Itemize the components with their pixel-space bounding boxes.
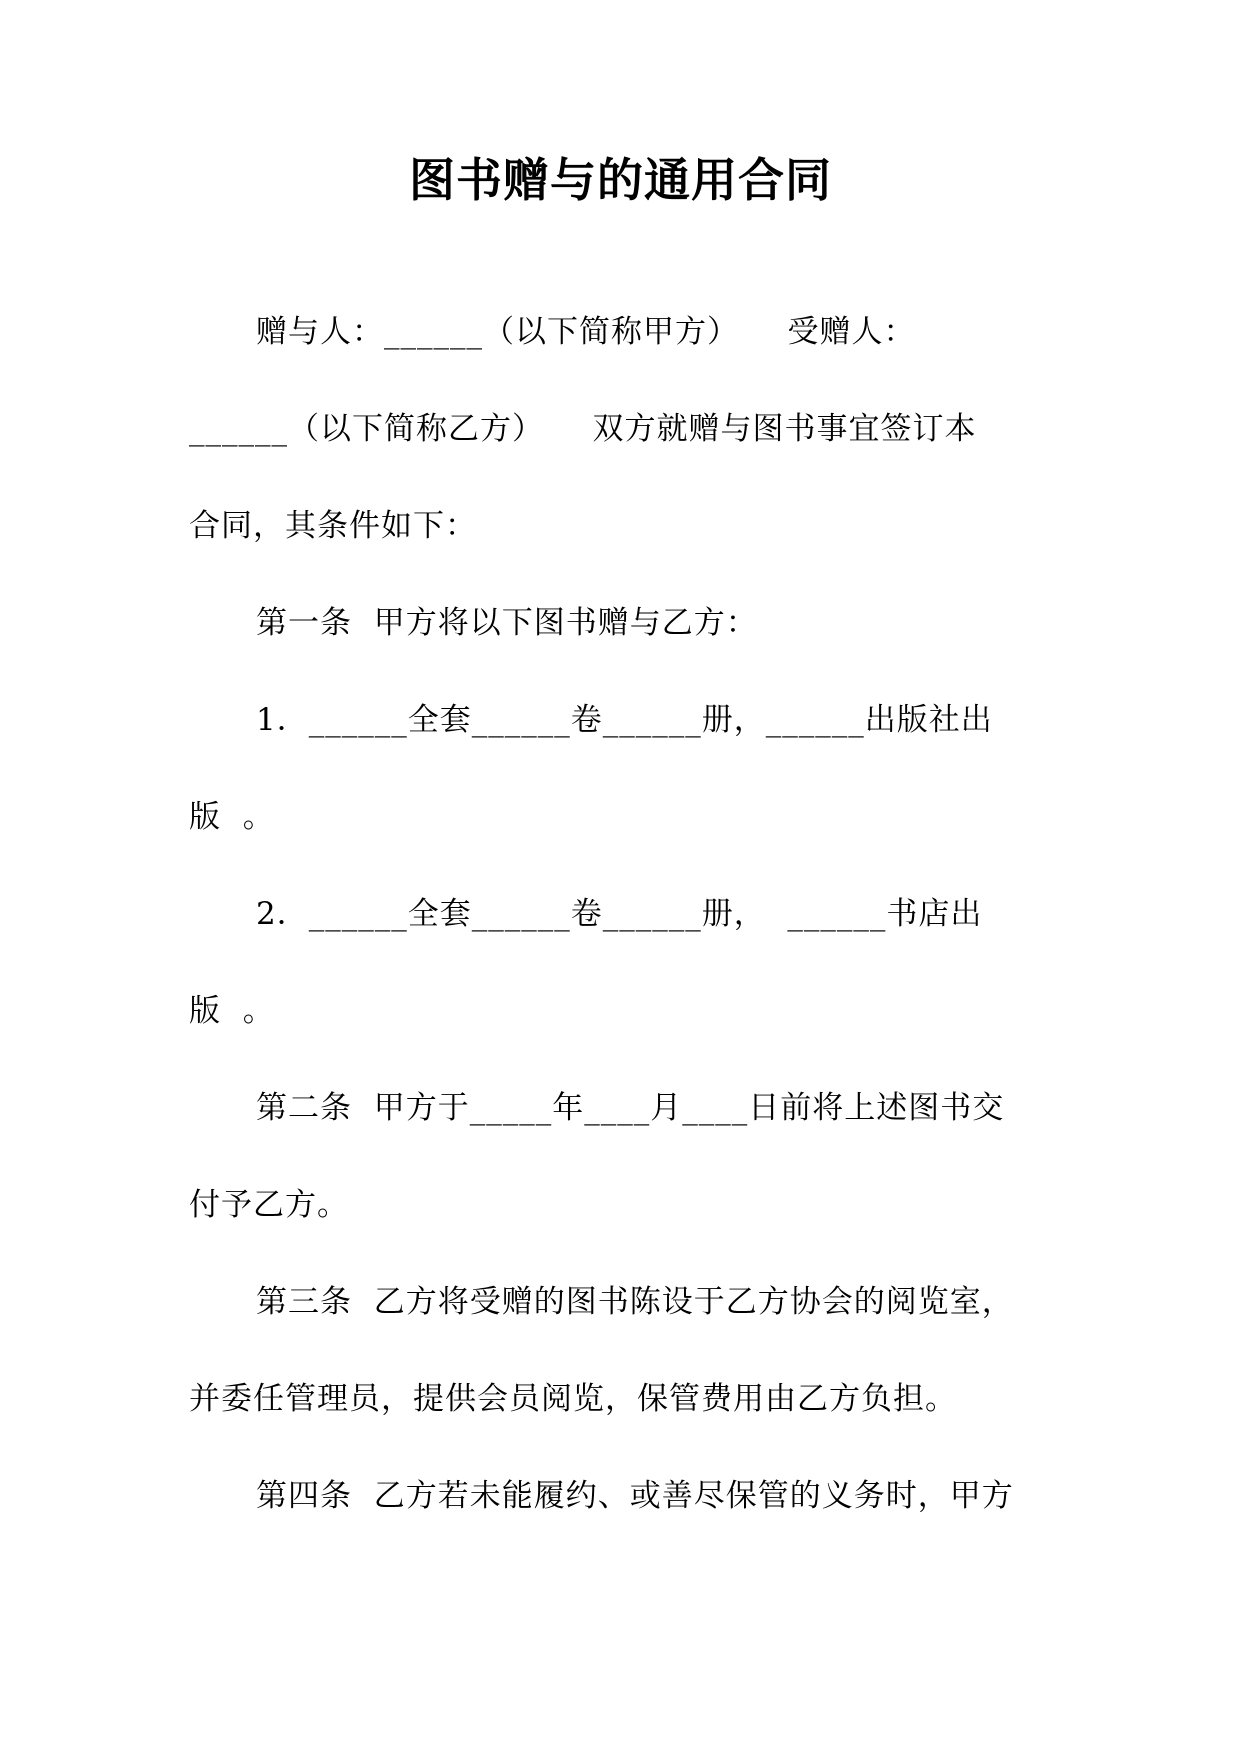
text-line: 合同，其条件如下： xyxy=(189,508,477,544)
text-line: 版 。 xyxy=(189,799,275,835)
text-line: 第四条 乙方若未能履约、或善尽保管的义务时，甲方 xyxy=(256,1478,1014,1514)
text-line: 第三条 乙方将受赠的图书陈设于乙方协会的阅览室， xyxy=(256,1284,1014,1320)
text-line: 赠与人：______（以下简称甲方） 受赠人： xyxy=(256,314,916,350)
text-line: 第一条 甲方将以下图书赠与乙方： xyxy=(256,605,758,641)
text-line: 2．______全套______卷______册， ______书店出 xyxy=(256,896,983,932)
text-line: 并委任管理员，提供会员阅览，保管费用由乙方负担。 xyxy=(189,1381,957,1417)
document-title: 图书赠与的通用合同 xyxy=(409,153,832,207)
text-line: 第二条 甲方于_____年____月____日前将上述图书交 xyxy=(256,1090,1005,1126)
text-line: 版 。 xyxy=(189,993,275,1029)
text-line: ______（以下简称乙方） 双方就赠与图书事宜签订本 xyxy=(189,411,977,447)
text-line: 1．______全套______卷______册，______出版社出 xyxy=(256,702,993,738)
text-line: 付予乙方。 xyxy=(189,1187,349,1223)
